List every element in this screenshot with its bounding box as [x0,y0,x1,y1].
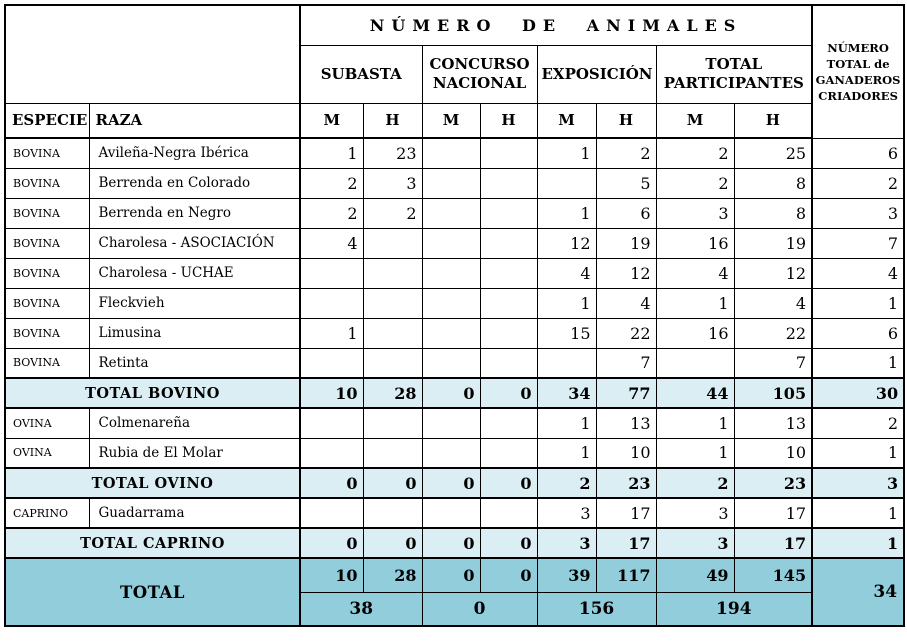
value-cell: 5 [596,168,656,198]
value-cell: 8 [734,168,812,198]
value-cell [422,198,480,228]
group-header-subasta: SUBASTA [300,45,422,103]
grand-total-cell: 145 [734,558,812,592]
value-cell [422,228,480,258]
especie-cell: BOVINA [5,288,89,318]
value-cell: 16 [656,228,734,258]
raza-cell: Charolesa - ASOCIACIÓN [89,228,300,258]
value-cell: 19 [596,228,656,258]
grand-total-cell: 0 [480,558,537,592]
ganaderos-header-line: TOTAL de [826,56,890,71]
mh-header: H [596,103,656,138]
value-cell: 23 [596,468,656,498]
ganaderos-cell: 1 [812,528,904,558]
value-cell: 16 [656,318,734,348]
mh-header: M [300,103,363,138]
value-cell [300,348,363,378]
ganaderos-cell: 3 [812,468,904,498]
mh-header: M [422,103,480,138]
value-cell [363,348,422,378]
raza-cell: Rubia de El Molar [89,438,300,468]
value-cell [537,348,596,378]
table-body [5,138,904,558]
value-cell: 3 [656,498,734,528]
value-cell [480,228,537,258]
especie-cell: BOVINA [5,348,89,378]
value-cell: 3 [656,528,734,558]
value-cell: 10 [734,438,812,468]
value-cell [480,498,537,528]
value-cell [422,138,480,168]
ganaderos-header-line: GANADEROS [815,72,901,87]
group-header-concurso-nacional: CONCURSO NACIONAL [422,45,537,103]
value-cell: 25 [734,138,812,168]
value-cell [422,438,480,468]
ganaderos-cell: 6 [812,318,904,348]
value-cell [480,348,537,378]
table-row [5,348,904,378]
table-row [5,168,904,198]
value-cell [300,288,363,318]
ganaderos-cell: 3 [812,198,904,228]
value-cell: 0 [422,468,480,498]
value-cell: 0 [480,528,537,558]
table-row [5,318,904,348]
ganaderos-cell: 1 [812,348,904,378]
value-cell [363,408,422,438]
value-cell: 6 [596,198,656,228]
value-cell [537,168,596,198]
value-cell: 1 [537,288,596,318]
value-cell: 12 [537,228,596,258]
value-cell: 1 [656,438,734,468]
value-cell [422,258,480,288]
raza-cell: Avileña-Negra Ibérica [89,138,300,168]
ganaderos-cell: 7 [812,228,904,258]
grand-total-cell: 0 [422,558,480,592]
value-cell: 15 [537,318,596,348]
table-row [5,408,904,438]
raza-cell: Berrenda en Colorado [89,168,300,198]
raza-cell: Limusina [89,318,300,348]
mh-header: H [480,103,537,138]
grand-total-ganaderos-cell: 34 [812,558,904,626]
value-cell: 1 [656,288,734,318]
table-row [5,438,904,468]
header-row-title [5,5,904,45]
especie-cell: BOVINA [5,138,89,168]
raza-cell: Colmenareña [89,408,300,438]
value-cell: 2 [656,138,734,168]
value-cell: 1 [537,408,596,438]
value-cell: 22 [596,318,656,348]
grand-total-cell: 49 [656,558,734,592]
value-cell [480,168,537,198]
table-row [5,138,904,168]
table-title: NÚMERO DE ANIMALES [300,5,812,45]
table-row [5,258,904,288]
value-cell [422,498,480,528]
mh-header: M [537,103,596,138]
especie-cell: OVINA [5,408,89,438]
value-cell: 17 [734,528,812,558]
grand-total-row [5,558,904,592]
value-cell: 0 [300,468,363,498]
ganaderos-cell: 1 [812,438,904,468]
ganaderos-cell: 1 [812,288,904,318]
grand-total-pair-subasta: 38 [300,592,422,626]
value-cell [300,408,363,438]
mh-header: H [363,103,422,138]
especie-cell: BOVINA [5,228,89,258]
animals-count-table [4,4,905,627]
especie-cell: CAPRINO [5,498,89,528]
table-row [5,228,904,258]
value-cell [363,498,422,528]
especie-cell: BOVINA [5,318,89,348]
value-cell: 10 [596,438,656,468]
grand-total-cell: 28 [363,558,422,592]
value-cell: 0 [480,378,537,408]
value-cell: 12 [734,258,812,288]
raza-cell: Guadarrama [89,498,300,528]
mh-header: M [656,103,734,138]
grand-total-pair-exposicion: 156 [537,592,656,626]
ganaderos-header-line: NÚMERO [827,40,889,55]
value-cell: 23 [363,138,422,168]
value-cell [363,288,422,318]
subtotal-label: TOTAL BOVINO [5,378,300,408]
ganaderos-cell: 1 [812,498,904,528]
value-cell [422,348,480,378]
value-cell: 13 [734,408,812,438]
especie-cell: BOVINA [5,258,89,288]
value-cell [480,138,537,168]
raza-cell: Retinta [89,348,300,378]
especie-cell: OVINA [5,438,89,468]
value-cell: 4 [596,288,656,318]
value-cell: 1 [537,438,596,468]
especie-cell: BOVINA [5,198,89,228]
value-cell: 2 [300,168,363,198]
value-cell [656,348,734,378]
mh-header: H [734,103,812,138]
subtotal-row [5,468,904,498]
value-cell [480,318,537,348]
value-cell: 3 [363,168,422,198]
value-cell [422,318,480,348]
value-cell [363,318,422,348]
value-cell: 4 [734,288,812,318]
value-cell: 19 [734,228,812,258]
value-cell: 2 [656,168,734,198]
table-row [5,498,904,528]
value-cell: 3 [537,528,596,558]
value-cell [480,288,537,318]
value-cell: 17 [596,528,656,558]
value-cell: 0 [480,468,537,498]
value-cell: 0 [422,528,480,558]
ganaderos-column-header [812,5,904,138]
grand-total-pair-participantes: 194 [656,592,812,626]
raza-cell: Berrenda en Negro [89,198,300,228]
raza-column-header: RAZA [89,103,300,138]
grand-total-label: TOTAL [5,558,300,626]
value-cell: 13 [596,408,656,438]
value-cell [480,198,537,228]
value-cell: 28 [363,378,422,408]
table-row [5,198,904,228]
value-cell: 105 [734,378,812,408]
value-cell [480,258,537,288]
value-cell: 0 [363,468,422,498]
value-cell [363,228,422,258]
ganaderos-cell: 30 [812,378,904,408]
value-cell: 17 [734,498,812,528]
value-cell: 0 [300,528,363,558]
value-cell: 1 [656,408,734,438]
value-cell: 1 [537,198,596,228]
value-cell: 1 [300,138,363,168]
value-cell: 34 [537,378,596,408]
value-cell [300,258,363,288]
especie-column-header: ESPECIE [5,103,89,138]
group-header-exposicion: EXPOSICIÓN [537,45,656,103]
grand-total-cell: 10 [300,558,363,592]
grand-total-cell: 39 [537,558,596,592]
table-row [5,288,904,318]
value-cell [300,498,363,528]
value-cell [422,408,480,438]
value-cell: 2 [656,468,734,498]
value-cell: 22 [734,318,812,348]
raza-cell: Fleckvieh [89,288,300,318]
value-cell: 23 [734,468,812,498]
value-cell: 2 [596,138,656,168]
value-cell: 2 [363,198,422,228]
value-cell: 12 [596,258,656,288]
value-cell: 44 [656,378,734,408]
grand-total-cell: 117 [596,558,656,592]
value-cell: 3 [656,198,734,228]
subtotal-row [5,378,904,408]
value-cell [480,438,537,468]
ganaderos-header-line: CRIADORES [818,88,898,103]
group-header-total-participantes: TOTAL PARTICIPANTES [656,45,812,103]
value-cell: 77 [596,378,656,408]
value-cell [480,408,537,438]
value-cell [422,168,480,198]
value-cell: 2 [300,198,363,228]
value-cell: 0 [422,378,480,408]
value-cell: 7 [734,348,812,378]
value-cell: 1 [300,318,363,348]
ganaderos-cell: 2 [812,168,904,198]
value-cell: 0 [363,528,422,558]
value-cell: 3 [537,498,596,528]
header-row-columns [5,103,904,138]
value-cell: 4 [656,258,734,288]
value-cell: 7 [596,348,656,378]
subtotal-label: TOTAL OVINO [5,468,300,498]
value-cell: 8 [734,198,812,228]
ganaderos-cell: 2 [812,408,904,438]
value-cell: 17 [596,498,656,528]
corner-empty-cell [5,5,300,103]
value-cell [363,438,422,468]
value-cell: 2 [537,468,596,498]
value-cell [363,258,422,288]
value-cell: 1 [537,138,596,168]
value-cell: 10 [300,378,363,408]
value-cell [300,438,363,468]
raza-cell: Charolesa - UCHAE [89,258,300,288]
especie-cell: BOVINA [5,168,89,198]
value-cell: 4 [300,228,363,258]
ganaderos-cell: 6 [812,138,904,168]
value-cell [422,288,480,318]
subtotal-row [5,528,904,558]
ganaderos-cell: 4 [812,258,904,288]
subtotal-label: TOTAL CAPRINO [5,528,300,558]
grand-total-pair-concurso: 0 [422,592,537,626]
value-cell: 4 [537,258,596,288]
